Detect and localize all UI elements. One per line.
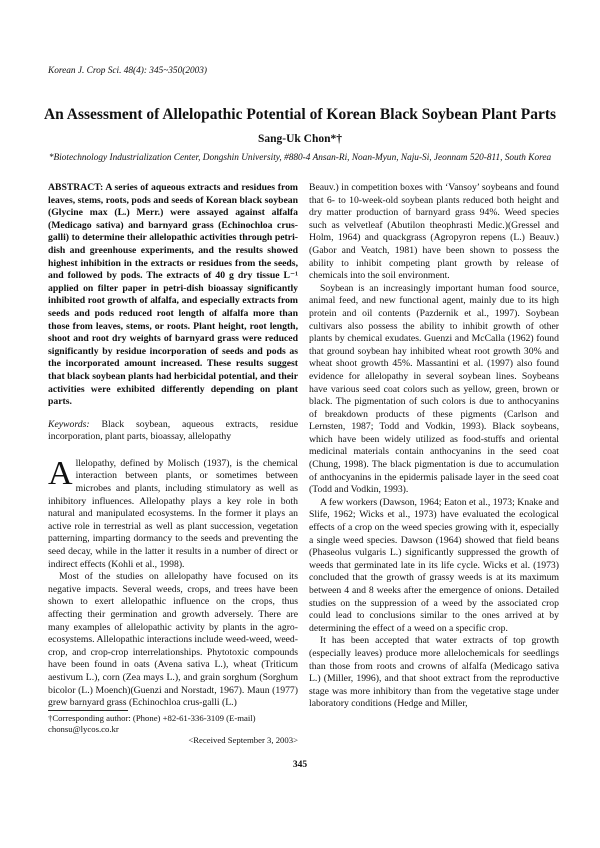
- abstract-label: ABSTRACT:: [48, 182, 104, 193]
- keywords: [48, 419, 298, 444]
- corresponding-author-footnote: [48, 713, 298, 746]
- paper-title: An Assessment of Allelopathic Potential of Korean Black Soybean Plant Parts: [43, 106, 557, 123]
- author-affiliation: *Biotechnology Industrialization Center, Dongshin University, #880-4 Ansan-Ri, Noan-Myun, Naju-Si, Jeonnam 520-811, South Korea: [48, 153, 552, 163]
- intro-paragraph-1: [48, 454, 298, 571]
- journal-citation: Korean J. Crop Sci. 48(4): 345~350(2003): [48, 66, 208, 76]
- left-column: [48, 182, 298, 710]
- intro-paragraph-1-text: llelopathy, defined by Molisch (1937), is the chemical interaction between plants, or sometimes between microbes and plants, including stimulatory as well as inhibitory influences. Allelopathy plays a key role in both natural and manipulated ecosystems. In the former it plays an active role in terrestrial as well as plant succession, vegetation patterning, imparting dormancy to the seeds and preventing the seed decay, while in the latter it results in a number of direct or indirect effects (Kohli et al., 1998).: [48, 457, 298, 570]
- right-paragraph-2: A few workers (Dawson, 1964; Eaton et al., 1973; Knake and Slife, 1962; Wicks et al., 1973) have evaluated the ecological effects of a crop on the weed species growing with it, especially a single weed species. Dawson (1964) showed that field beans (Phaseolus vulgaris L.) significantly suppressed the growth of weeds that germinated late in its life cycle. Wicks et al. (1973) concluded that the growth of grassy weeds is at its maximum between 4 and 8 weeks after the emergence of onions. Detailed studies on the suppression of a weed by the associated crop could lead to conclusions similar to the ones arrived at by determining the effect of a weed on a specific crop.: [309, 496, 559, 634]
- abstract-text: A series of aqueous extracts and residues from leaves, stems, roots, pods and seeds of Korean black soybean (Glycine max (L.) Merr.) were assayed against alfalfa (Medicago sativa) and barnyard grass (Echinochloa crus-galli) to determine their allelopathic activities through petri-dish and greenhouse experiments, and the results showed highest inhibition in the extracts or residues from the seeds, and followed by pods. The extracts of 40 g dry tissue L⁻¹ applied on filter paper in petri-dish bioassay significantly inhibited root growth of alfalfa, and especially extracts from seeds and pods reduced root length of alfalfa more than those from leaves, stems, or roots. Plant height, root length, shoot and root dry weights of barnyard grass were reduced significantly by residue incorporation of seeds and pods as the incorporated amount increased. These results suggest that black soybean plants had herbicidal potential, and their activities were exhibited differently depending on plant parts.: [48, 182, 298, 408]
- keywords-text: Black soybean, aqueous extracts, residue incorporation, plant parts, bioassay, allelopathy: [48, 418, 298, 443]
- right-column: [309, 182, 559, 711]
- right-paragraph-3: It has been accepted that water extracts of top growth (especially leaves) produce more allelochemicals for seedlings than those from roots and crowns of alfalfa (Medicago sativa L.) (Miller, 1996), and that shoot extract from the reproductive stage was more inhibitory than from the vegetative stage under laboratory conditions (Hedge and Miller,: [309, 635, 559, 710]
- page-number: 345: [292, 760, 308, 770]
- received-date: <Received September 3, 2003>: [188, 735, 298, 745]
- footnote-contact: †Corresponding author: (Phone) +82-61-336-3109 (E-mail) chonsu@lycos.co.kr: [48, 713, 256, 734]
- drop-cap: A: [48, 454, 73, 492]
- right-paragraph-0: Beauv.) in competition boxes with ‘Vansoy’ soybeans and found that 6- to 10-week-old soybean plants reduced both height and dry matter production of barnyard grass 94%. Weed species such as velvetleaf (Abutilon theophrasti Medic.)(Gressel and Holm, 1964) and quackgrass (Agropyron repens (L.) Beauv.)(Gabor and Veatch, 1981) have been shown to possess the ability to inhibit competing plant growth by release of chemicals into the soil environment.: [309, 182, 559, 282]
- right-paragraph-1: Soybean is an increasingly important human food source, animal feed, and new functional agent, mainly due to its high protein and oil contents (Pazdernik et al., 1997). Soybean cultivars also possess the ability to inhibit growth of other plants by chemical exudates. Guenzi and McCalla (1962) found that ground soybean hay inhibited wheat root growth 30% and wheat shoot growth 45%. Massantini et al. (1997) also found evidence for allelopathy in several soybean lines. Soybeans have various seed coat colors such as yellow, green, brown or black. The pigmentation of such colors is due to anthocyanins of breakdown products of these pigments (Carlson and Lernsten, 1987; Todd and Vodkin, 1993). Black soybeans, which have been widely utilized as food-stuffs and oriental medicinal materials contain anthocyanins in the seed coat (Chung, 1998). The black pigmentation is due to accumulation of anthocyanins in the epidermis palisade layer in the seed coat (Todd and Vodkin, 1993).: [309, 282, 559, 496]
- abstract: [48, 182, 298, 409]
- author-name: Sang-Uk Chon*†: [257, 133, 343, 145]
- footnote-divider: [48, 710, 128, 711]
- intro-paragraph-2: Most of the studies on allelopathy have focused on its negative impacts. Several weeds, crops, and trees have been shown to exert allelopathic influence on the crops, thus affecting their germination and growth adversely. There are many examples of allelopathic activity by plants in the agro-ecosystems. Allelopathic interactions include weed-weed, weed-crop, and crop-crop interrelationships. Phytotoxic compounds have been found in oats (Avena sativa L.), wheat (Triticum aestivum L.), corn (Zea mays L.), and grain sorghum (Sorghum bicolor (L.) Moench)(Guenzi and Norstadt, 1967). Maun (1977) grew barnyard grass (Echinochloa crus-galli (L.): [48, 571, 298, 709]
- keywords-label: Keywords:: [48, 418, 90, 430]
